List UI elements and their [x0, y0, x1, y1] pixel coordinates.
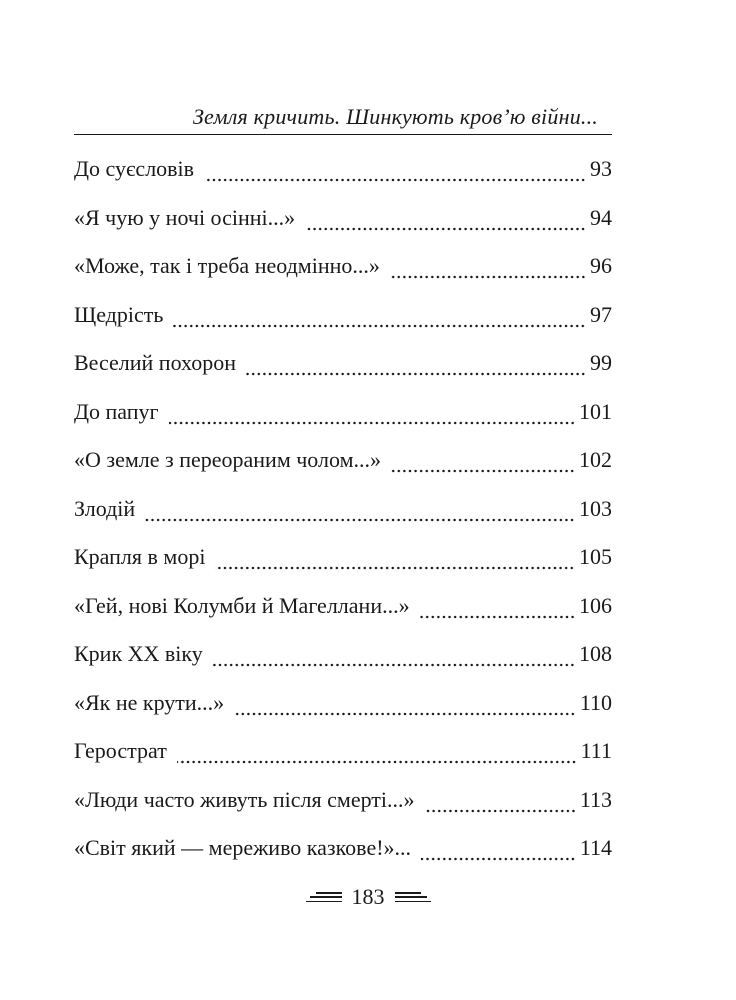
toc-entry — [74, 637, 612, 686]
toc-entry-page: 96 — [590, 253, 612, 278]
dot-leader — [425, 808, 576, 814]
dot-leader — [390, 274, 586, 280]
page-number: 183 — [351, 884, 385, 909]
toc-entry-title: Крик ХХ віку — [74, 641, 203, 666]
dot-leader — [391, 468, 575, 474]
toc-entry-title: Злодій — [74, 495, 136, 521]
right-ornament-icon — [395, 892, 431, 902]
toc-entry-page: 108 — [579, 641, 612, 666]
toc-entry-page: 111 — [580, 738, 612, 763]
toc-entry — [74, 540, 612, 589]
toc-entry — [74, 346, 612, 395]
toc-entry-title: Крапля в морі — [74, 544, 206, 569]
toc-entry — [74, 589, 612, 638]
toc-entry-title: «Я чую у ночі осінні...» — [74, 204, 296, 230]
dot-leader — [420, 614, 575, 620]
dot-leader — [177, 759, 577, 765]
toc-entry — [74, 831, 612, 880]
toc-entry — [74, 152, 612, 201]
left-ornament-icon — [306, 892, 342, 902]
toc-entry-title: «О земле з переораним чолом...» — [74, 447, 381, 472]
toc-entry-title: «Світ який — мереживо казкове!»... — [74, 835, 412, 860]
dot-leader — [305, 226, 586, 232]
toc-entry-page: 114 — [579, 835, 612, 860]
toc-entry-page: 110 — [579, 689, 612, 715]
toc-entry-page: 97 — [590, 301, 612, 327]
dot-leader — [213, 662, 575, 668]
toc-entry-page: 93 — [590, 156, 612, 181]
toc-entry-title: «Може, так і треба неодмінно...» — [74, 253, 380, 278]
toc-entry-page: 94 — [590, 204, 612, 230]
toc-entry-title: Герострат — [74, 738, 167, 763]
toc-entry — [74, 492, 612, 541]
toc-entry-page: 102 — [579, 447, 612, 472]
dot-leader — [215, 565, 575, 571]
toc-entry-page: 106 — [579, 592, 612, 618]
running-head — [74, 100, 612, 135]
toc-entry-title: «Гей, нові Колумби й Магеллани...» — [74, 592, 410, 618]
toc-entry — [74, 686, 612, 735]
toc-entry-title: До папуг — [74, 398, 159, 424]
dot-leader — [173, 323, 586, 329]
dot-leader — [234, 711, 576, 717]
toc-entry — [74, 249, 612, 298]
toc-entry-page: 99 — [590, 350, 612, 375]
toc-entry-page: 113 — [579, 786, 612, 812]
table-of-contents — [74, 152, 612, 880]
toc-entry — [74, 201, 612, 250]
dot-leader — [169, 420, 575, 426]
toc-entry-page: 103 — [579, 495, 612, 521]
toc-entry — [74, 783, 612, 832]
toc-entry-title: «Як не крути...» — [74, 689, 225, 715]
toc-entry-title: «Люди часто живуть після смерті...» — [74, 786, 415, 812]
toc-entry-page: 101 — [579, 398, 612, 424]
toc-entry — [74, 443, 612, 492]
dot-leader — [421, 856, 576, 862]
toc-entry — [74, 395, 612, 444]
toc-entry — [74, 734, 612, 783]
toc-entry-title: Щедрість — [74, 301, 164, 327]
toc-entry-title: До суєсловів — [74, 156, 195, 181]
dot-leader — [246, 371, 586, 377]
dot-leader — [145, 517, 575, 523]
toc-entry — [74, 298, 612, 347]
toc-entry-title: Веселий похорон — [74, 350, 236, 375]
running-head-title: Земля кричить. Шинкують кров’ю війни... — [192, 104, 598, 129]
dot-leader — [204, 177, 586, 183]
toc-entry-page: 105 — [579, 544, 612, 569]
page-footer — [0, 884, 736, 910]
